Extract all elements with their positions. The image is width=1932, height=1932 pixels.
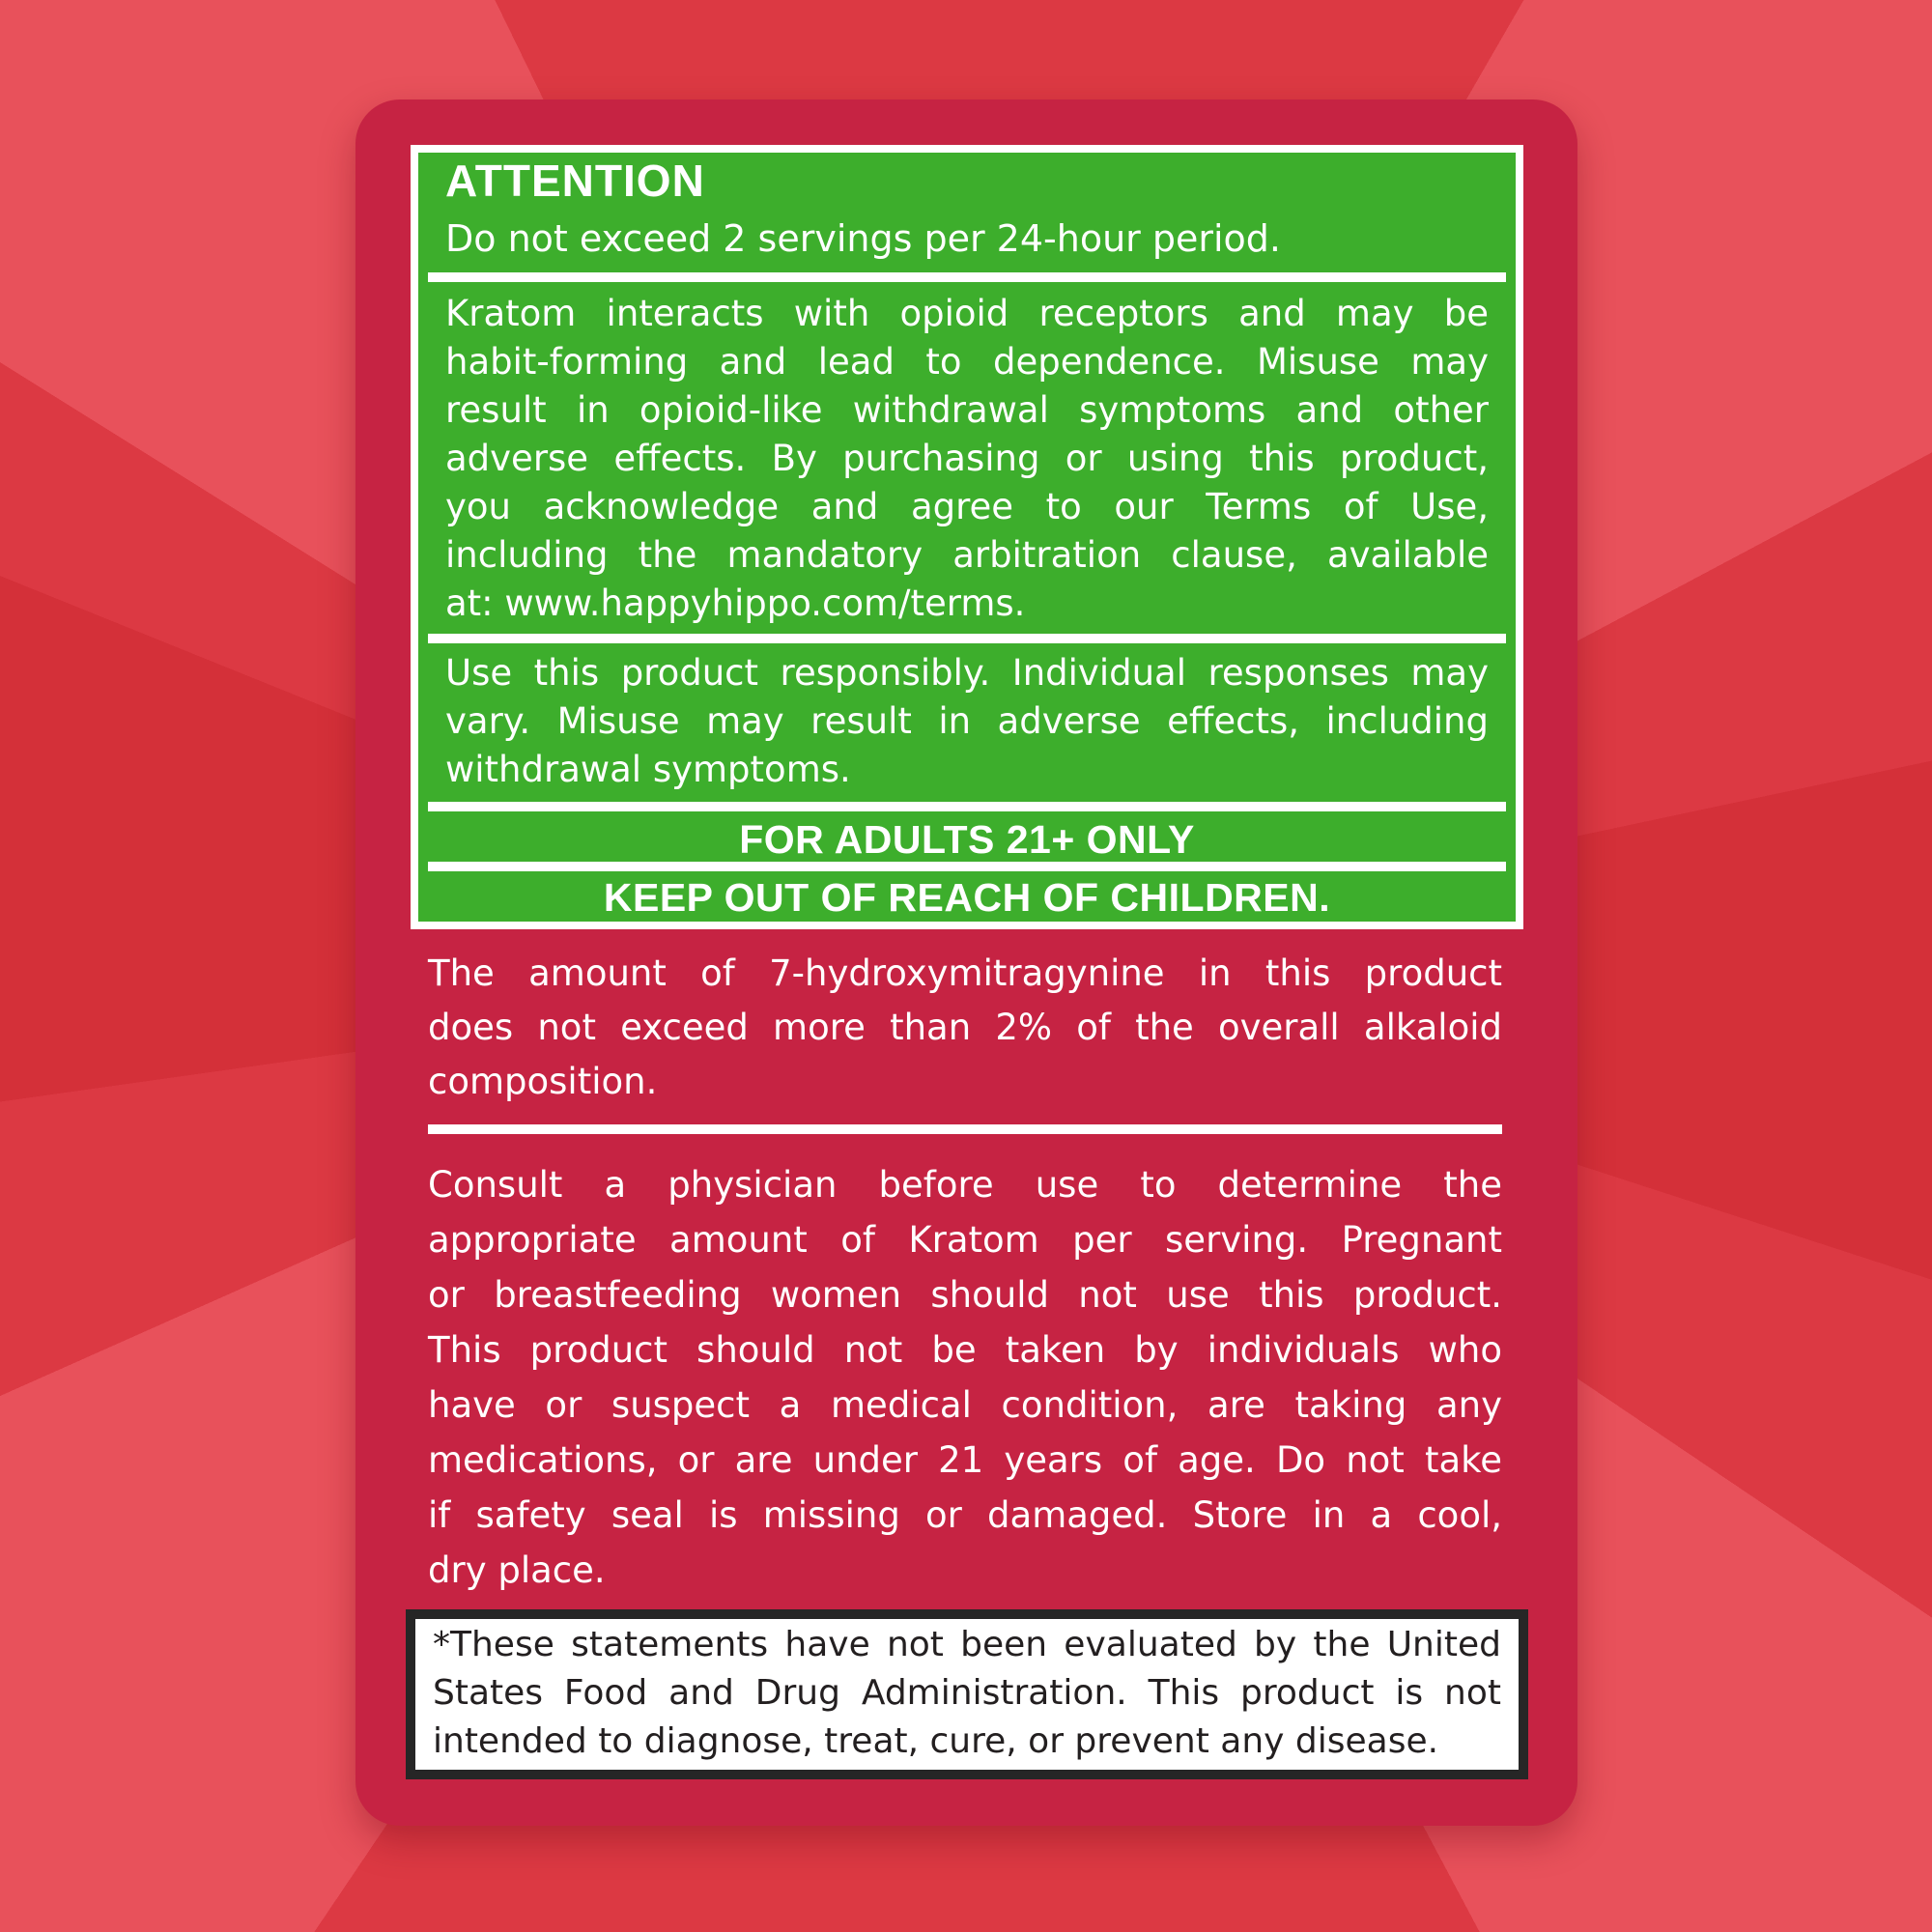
attention-title: ATTENTION <box>445 156 705 206</box>
text-line: including the mandatory arbitration clause, available <box>445 534 1489 576</box>
text-line: This product should not be taken by individuals who <box>428 1329 1502 1371</box>
text-line: Use this product responsibly. Individual responses may <box>445 652 1489 694</box>
text-line: result in opioid-like withdrawal symptoms and other <box>445 389 1489 431</box>
responsible-use-paragraph <box>445 649 1489 794</box>
text-line: Consult a physician before use to determine the <box>428 1164 1502 1206</box>
text-line: The amount of 7-hydroxymitragynine in this product <box>428 952 1502 994</box>
text-line: withdrawal symptoms. <box>445 749 851 790</box>
text-line: appropriate amount of Kratom per serving. Pregnant <box>428 1219 1502 1261</box>
fda-disclaimer-box <box>406 1609 1528 1779</box>
text-line: vary. Misuse may result in adverse effects, including <box>445 700 1489 742</box>
text-line: medications, or are under 21 years of age. Do not take <box>428 1439 1502 1481</box>
serving-limit-text: Do not exceed 2 servings per 24-hour period. <box>445 217 1281 260</box>
text-line: composition. <box>428 1061 658 1102</box>
text-line: have or suspect a medical condition, are taking any <box>428 1384 1502 1426</box>
divider <box>428 1124 1502 1134</box>
text-line: intended to diagnose, treat, cure, or prevent any disease. <box>433 1721 1439 1761</box>
text-line: you acknowledge and agree to our Terms of Use, <box>445 486 1489 527</box>
text-line: if safety seal is missing or damaged. Store in a cool, <box>428 1494 1502 1536</box>
text-line: adverse effects. By purchasing or using this product, <box>445 438 1489 479</box>
adults-only-statement: FOR ADULTS 21+ ONLY <box>739 817 1195 862</box>
text-line: States Food and Drug Administration. This product is not <box>433 1673 1501 1713</box>
alkaloid-statement-paragraph <box>428 947 1502 1109</box>
kratom-warning-paragraph <box>445 290 1489 628</box>
divider <box>428 272 1506 282</box>
keep-out-of-reach-statement: KEEP OUT OF REACH OF CHILDREN. <box>603 875 1331 920</box>
warning-label-card <box>355 99 1577 1826</box>
divider <box>428 802 1506 811</box>
text-line: or breastfeeding women should not use this product. <box>428 1274 1502 1316</box>
physician-warning-paragraph <box>428 1157 1502 1598</box>
divider <box>428 634 1506 643</box>
text-line: at: www.happyhippo.com/terms. <box>445 582 1026 624</box>
attention-panel <box>411 145 1523 929</box>
text-line: habit-forming and lead to dependence. Misuse may <box>445 341 1489 383</box>
text-line: Kratom interacts with opioid receptors and may be <box>445 293 1489 334</box>
divider <box>428 862 1506 871</box>
text-line: dry place. <box>428 1549 606 1591</box>
text-line: *These statements have not been evaluated by the United <box>433 1625 1501 1664</box>
red-warning-copy <box>428 947 1502 1598</box>
text-line: does not exceed more than 2% of the overall alkaloid <box>428 1007 1502 1048</box>
